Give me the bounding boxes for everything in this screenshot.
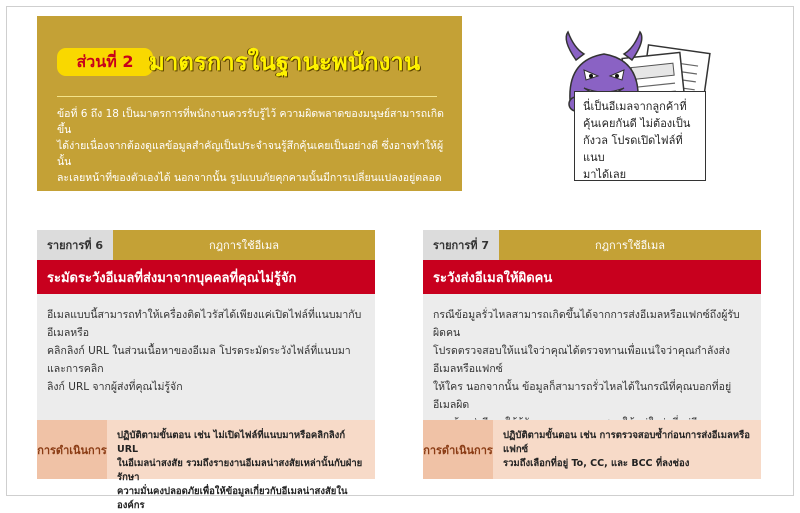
rule-number: รายการที่ 6 [37, 230, 113, 260]
rule-category: กฎการใช้อีเมล [113, 230, 375, 260]
action-label: การดำเนินการ [37, 420, 107, 479]
intro-text [57, 106, 457, 218]
action-line: ในอีเมลน่าสงสัย รวมถึงรายงานอีเมลน่าสงสัยเหล่านั้นกับฝ่ายรักษา [117, 458, 363, 483]
desc-line: คลิกลิงก์ URL ในส่วนเนื้อหาของอีเมล โปรดระมัดระวังไฟล์ที่แนบมาและการคลิก [47, 345, 351, 375]
intro-line: คุณจึงจำเป็นต้องระมัดระวังอยู่เสมอ [57, 204, 216, 216]
action-text [117, 429, 365, 513]
action-line: ความมั่นคงปลอดภัยเพื่อให้ข้อมูลเกี่ยวกับอีเมลน่าสงสัยในองค์กร [117, 486, 348, 511]
desc-line: อีเมลแบบนี้สามารถทำให้เครื่องติดไวรัสได้เพียงแค่เปิดไฟล์ที่แนบมากับอีเมลหรือ [47, 309, 362, 339]
action-line: รวมถึงเลือกที่อยู่ To, CC, และ BCC ที่ลงช่อง [503, 458, 690, 469]
action-text [503, 429, 751, 471]
speech-line: มาได้เลย [583, 168, 627, 181]
section-header [37, 16, 761, 216]
illustration-panel [462, 16, 761, 191]
card-header [37, 230, 375, 260]
action-line: ปฏิบัติตามขั้นตอน เช่น ไม่เปิดไฟล์ที่แนบมาหรือคลิกลิงก์ URL [117, 430, 346, 455]
desc-line: กรณีข้อมูลรั่วไหลสามารถเกิดขึ้นได้จากการส่งอีเมลหรือแฟกซ์ถึงผู้รับผิดคน [433, 309, 740, 339]
action-line: ปฏิบัติตามขั้นตอน เช่น การตรวจสอบซ้ำก่อนการส่งอีเมลหรือแฟกซ์ [503, 430, 750, 455]
rule-title: ระวังส่งอีเมลให้ผิดคน [423, 260, 761, 294]
speech-line: กังวล โปรดเปิดไฟล์ที่แนบ [583, 134, 683, 164]
action-label: การดำเนินการ [423, 420, 493, 479]
speech-box [574, 91, 706, 181]
speech-line: คุ้นเคยกันดี ไม่ต้องเป็น [583, 117, 691, 130]
intro-line: ข้อที่ 6 ถึง 18 เป็นมาตรการที่พนักงานควรรับรู้ไว้ ความผิดพลาดของมนุษย์สามารถเกิดขึ้น [57, 108, 444, 136]
intro-line: ได้ง่ายเนื่องจากต้องดูแลข้อมูลสำคัญเป็นประจำจนรู้สึกคุ้นเคยเป็นอย่างดี ซึ่งอาจทำให้ผู้นั้น [57, 140, 444, 168]
desc-line: โปรดตรวจสอบให้แน่ใจว่าคุณได้ตรวจทานเพื่อแน่ใจว่าคุณกำลังส่งอีเมลหรือแฟกซ์ [433, 345, 731, 375]
speech-line: นี่เป็นอีเมลจากลูกค้าที่ [583, 100, 687, 113]
action-row [37, 420, 375, 511]
section-badge: ส่วนที่ 2 [57, 48, 153, 76]
rule-category: กฎการใช้อีเมล [499, 230, 761, 260]
rule-card-7 [423, 230, 761, 479]
action-row [423, 420, 761, 479]
card-header [423, 230, 761, 260]
intro-line: ละเลยหน้าที่ของตัวเองได้ นอกจากนั้น รูปแบบภัยคุกคามนั้นมีการเปลี่ยนแปลงอยู่ตลอดเวลา [57, 172, 442, 200]
rule-card-6 [37, 230, 375, 511]
rule-description [47, 306, 365, 396]
desc-line: ลิงก์ URL จากผู้ส่งที่คุณไม่รู้จัก [47, 381, 183, 393]
section-title: มาตรการในฐานะพนักงาน [149, 48, 421, 76]
title-divider [57, 96, 437, 97]
desc-line: ให้ใคร นอกจากนั้น ข้อมูลก็สามารถรั่วไหลได้ในกรณีที่คุณบอกที่อยู่อีเมลผิด [433, 381, 732, 411]
rule-number: รายการที่ 7 [423, 230, 499, 260]
rule-title: ระมัดระวังอีเมลที่ส่งมาจากบุคคลที่คุณไม่รู้จัก [37, 260, 375, 294]
